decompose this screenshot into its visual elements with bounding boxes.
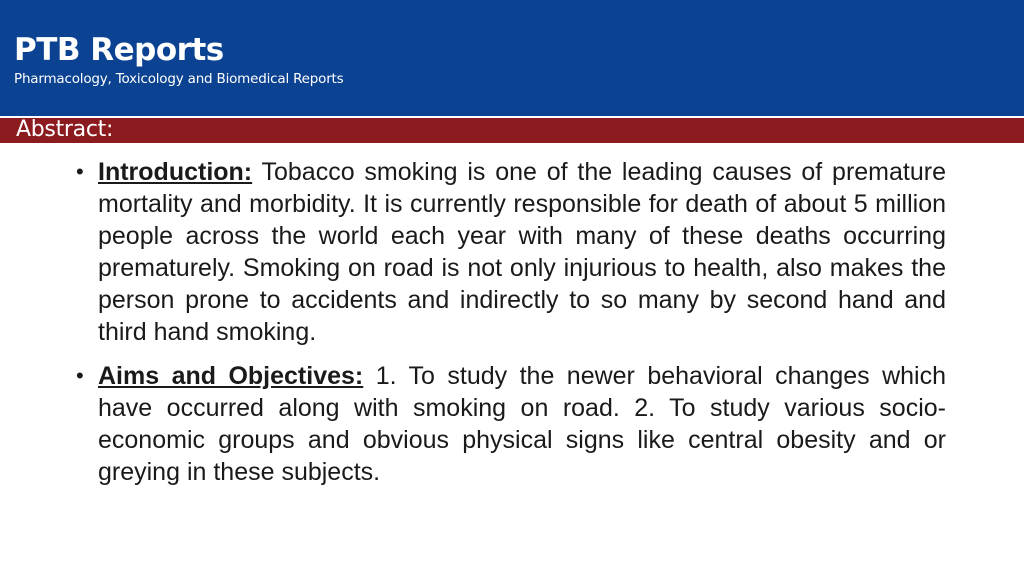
bullet-text: Tobacco smoking is one of the leading causes of premature mortality and morbidity. It is currently responsible for death of about 5 million people across the world each year with many of these deaths occurring prematurely. Smoking on road is not only injurious to health, also makes the person prone to accidents and indirectly to so many by second hand and third hand smoking. bbox=[98, 158, 946, 346]
abstract-content bbox=[74, 156, 946, 500]
bullet-introduction bbox=[74, 156, 946, 348]
bullet-label: Aims and Objectives: bbox=[98, 362, 364, 390]
section-title: Abstract: bbox=[16, 117, 114, 142]
bullet-label: Introduction: bbox=[98, 158, 253, 186]
bullet-dot-icon: • bbox=[76, 363, 84, 388]
header-banner bbox=[0, 0, 1024, 116]
bullet-aims-objectives bbox=[74, 360, 946, 488]
journal-title: PTB Reports bbox=[14, 32, 224, 68]
section-bar bbox=[0, 118, 1024, 143]
journal-subtitle: Pharmacology, Toxicology and Biomedical Reports bbox=[14, 71, 344, 87]
bullet-text: 1. To study the newer behavioral changes which have occurred along with smoking on road. 2. To study various socio-economic groups and obvious physical signs like central obesity and or greying in these subjects. bbox=[98, 362, 947, 486]
bullet-dot-icon: • bbox=[76, 159, 84, 184]
